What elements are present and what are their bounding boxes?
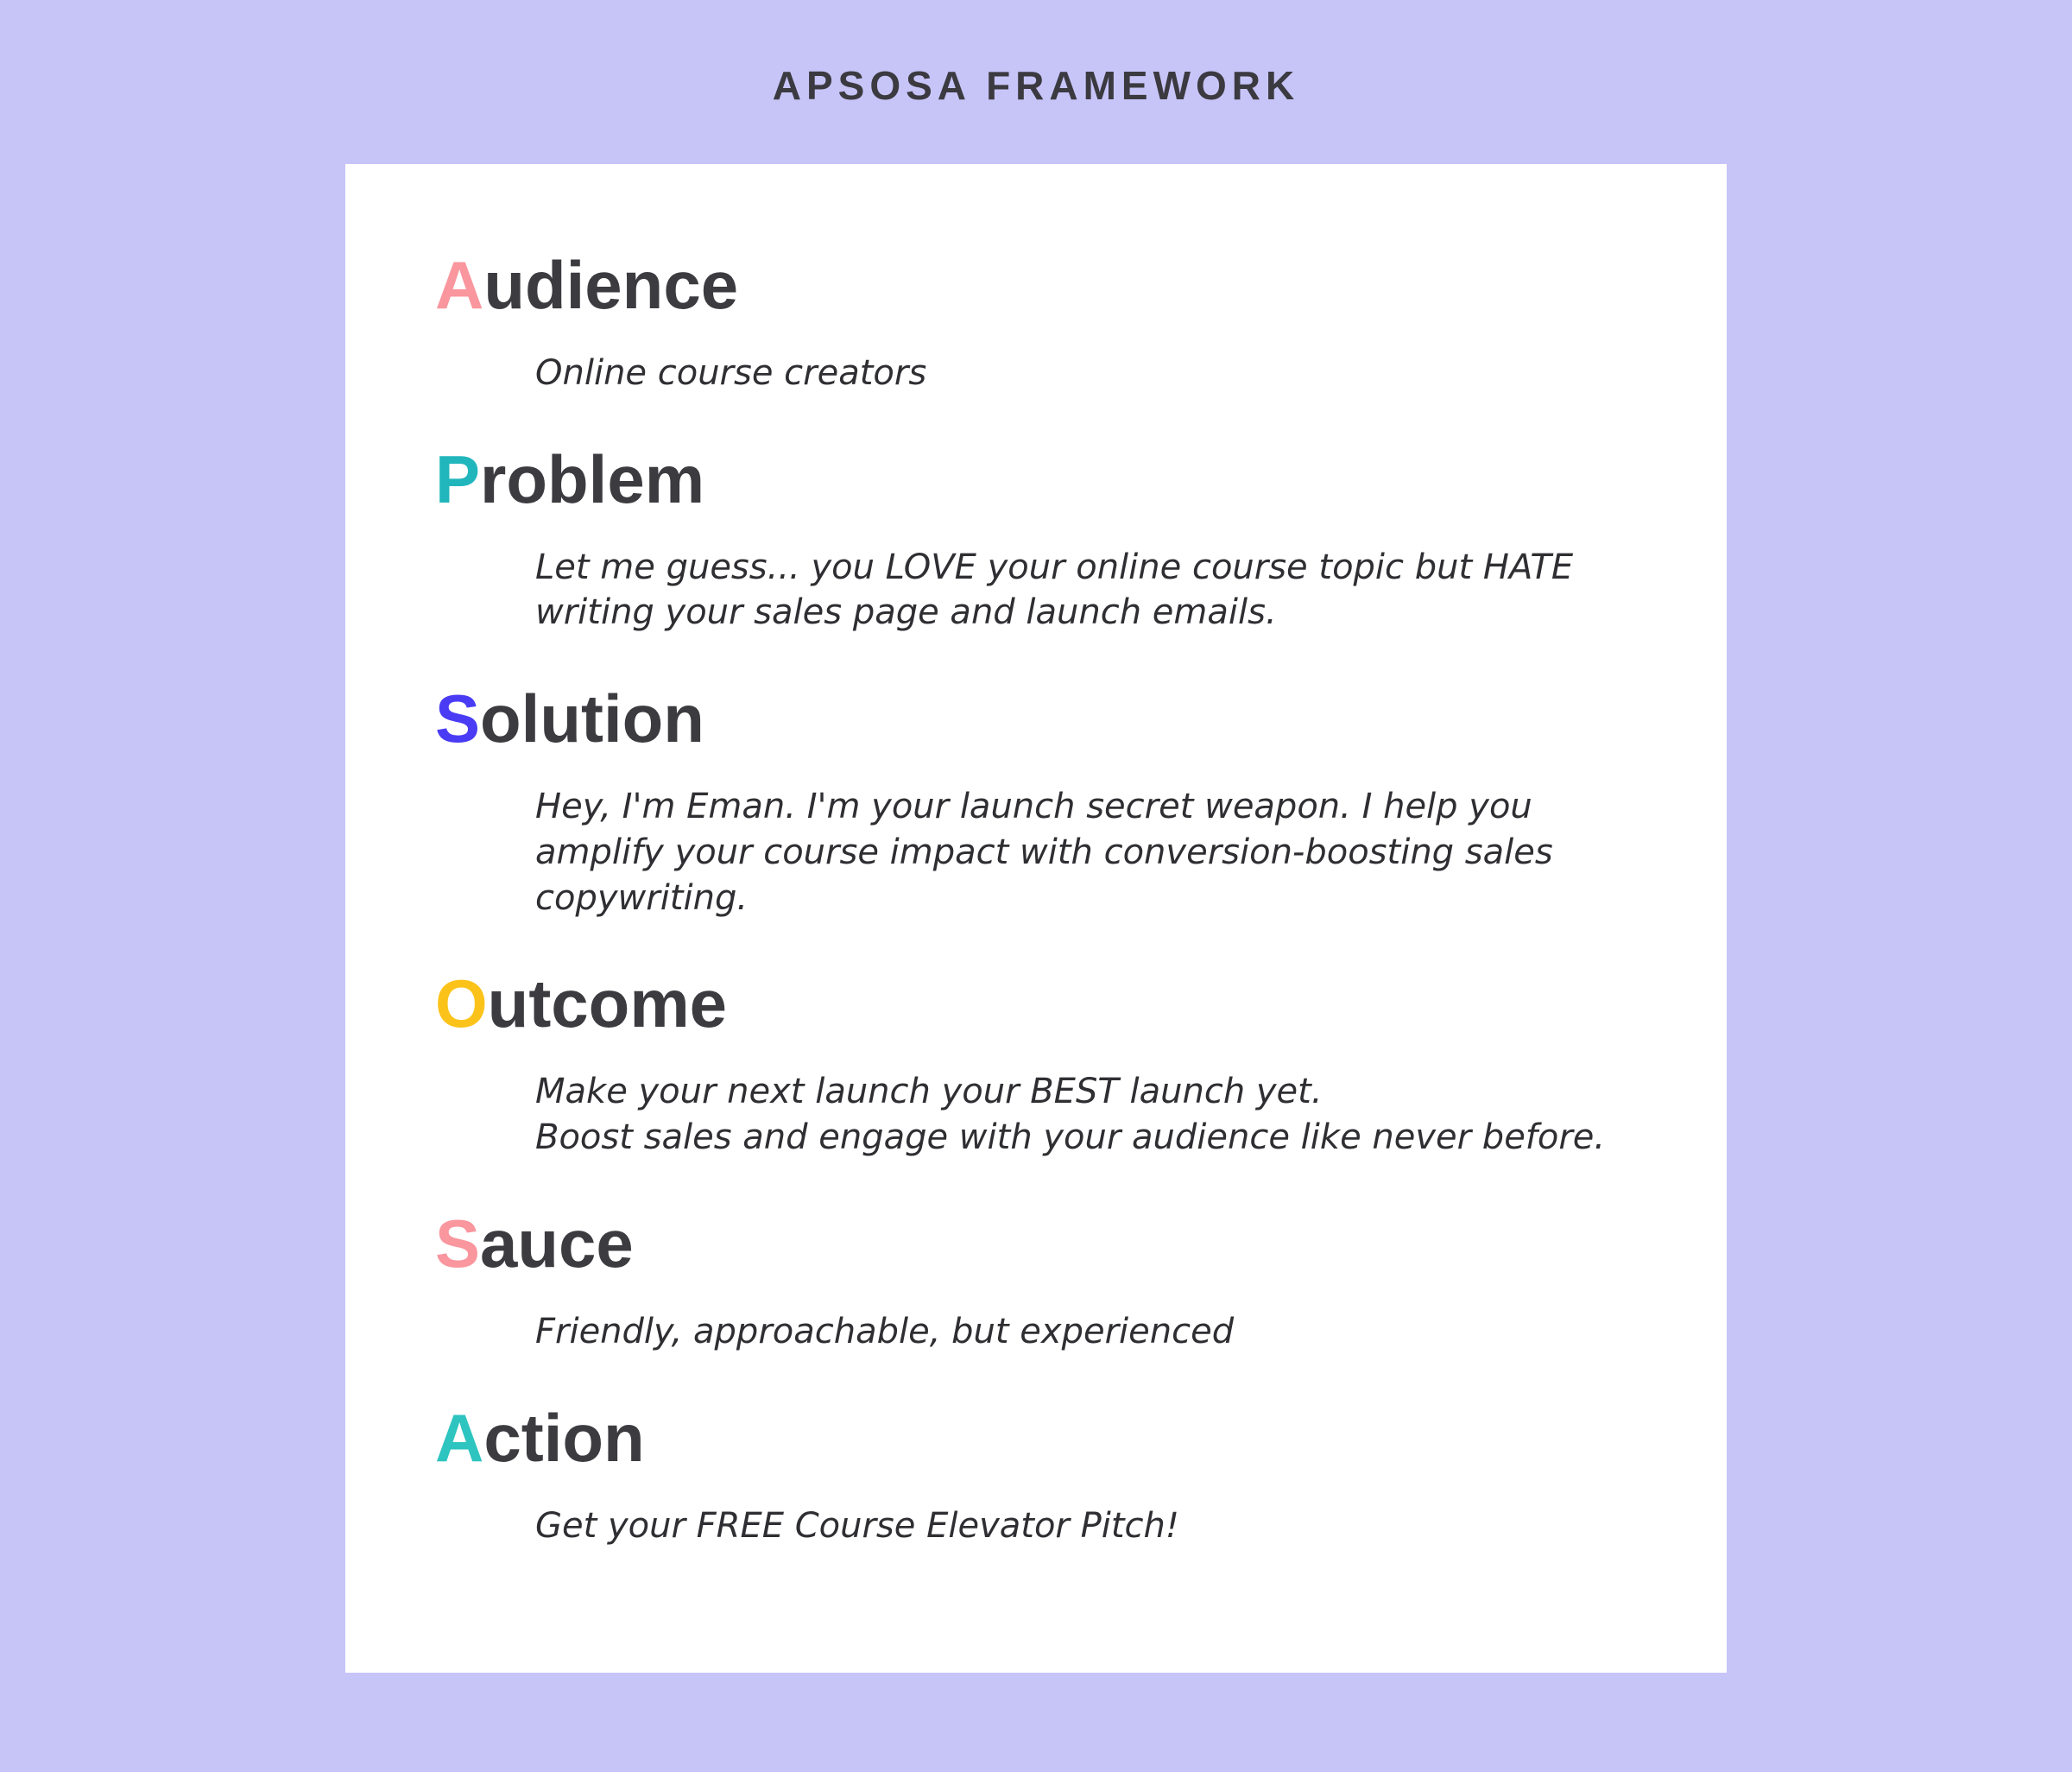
audience-heading — [435, 247, 1649, 323]
sauce-body — [535, 1309, 1649, 1355]
problem-body-line: Let me guess... you LOVE your online course topic but HATE — [535, 547, 1574, 587]
action-body — [535, 1503, 1649, 1549]
action-heading-rest: ction — [483, 1399, 645, 1476]
outcome-body-line: Boost sales and engage with your audience like never before. — [535, 1117, 1606, 1158]
action-heading — [435, 1399, 1649, 1476]
problem-body-line: writing your sales page and launch emails. — [535, 592, 1277, 633]
solution-body-line: copywriting. — [535, 877, 749, 918]
solution-initial-letter: S — [435, 680, 481, 757]
sauce-body-line: Friendly, approachable, but experienced — [535, 1311, 1235, 1351]
sauce-initial-letter: S — [435, 1205, 481, 1282]
outcome-body — [535, 1069, 1649, 1161]
outcome-heading-rest: utcome — [487, 965, 728, 1042]
audience-body — [535, 351, 1649, 396]
outcome-body-line: Make your next launch your BEST launch yet. — [535, 1072, 1323, 1112]
problem-body — [535, 545, 1649, 636]
solution-body-line: Hey, I'm Eman. I'm your launch secret weapon. I help you — [535, 787, 1532, 827]
solution-body — [535, 784, 1649, 921]
audience-initial-letter: A — [435, 247, 484, 323]
section-action — [435, 1399, 1649, 1549]
section-solution — [435, 680, 1649, 921]
sauce-heading-rest: auce — [480, 1205, 634, 1282]
outcome-initial-letter: O — [435, 965, 488, 1042]
solution-heading-rest: olution — [480, 680, 704, 757]
section-sauce — [435, 1205, 1649, 1355]
audience-heading-rest: udience — [483, 247, 739, 323]
problem-heading — [435, 440, 1649, 517]
solution-heading — [435, 680, 1649, 757]
section-outcome — [435, 965, 1649, 1160]
problem-initial-letter: P — [435, 440, 481, 517]
action-initial-letter: A — [435, 1399, 484, 1476]
section-problem — [435, 440, 1649, 636]
outcome-heading — [435, 965, 1649, 1042]
page-title: APSOSA FRAMEWORK — [772, 63, 1300, 108]
section-audience — [435, 247, 1649, 396]
problem-heading-rest: roblem — [480, 440, 705, 517]
audience-body-line: Online course creators — [535, 352, 927, 393]
solution-body-line: amplify your course impact with conversion-boosting sales — [535, 832, 1553, 872]
sauce-heading — [435, 1205, 1649, 1282]
framework-card — [345, 164, 1727, 1673]
action-body-line: Get your FREE Course Elevator Pitch! — [535, 1505, 1179, 1546]
